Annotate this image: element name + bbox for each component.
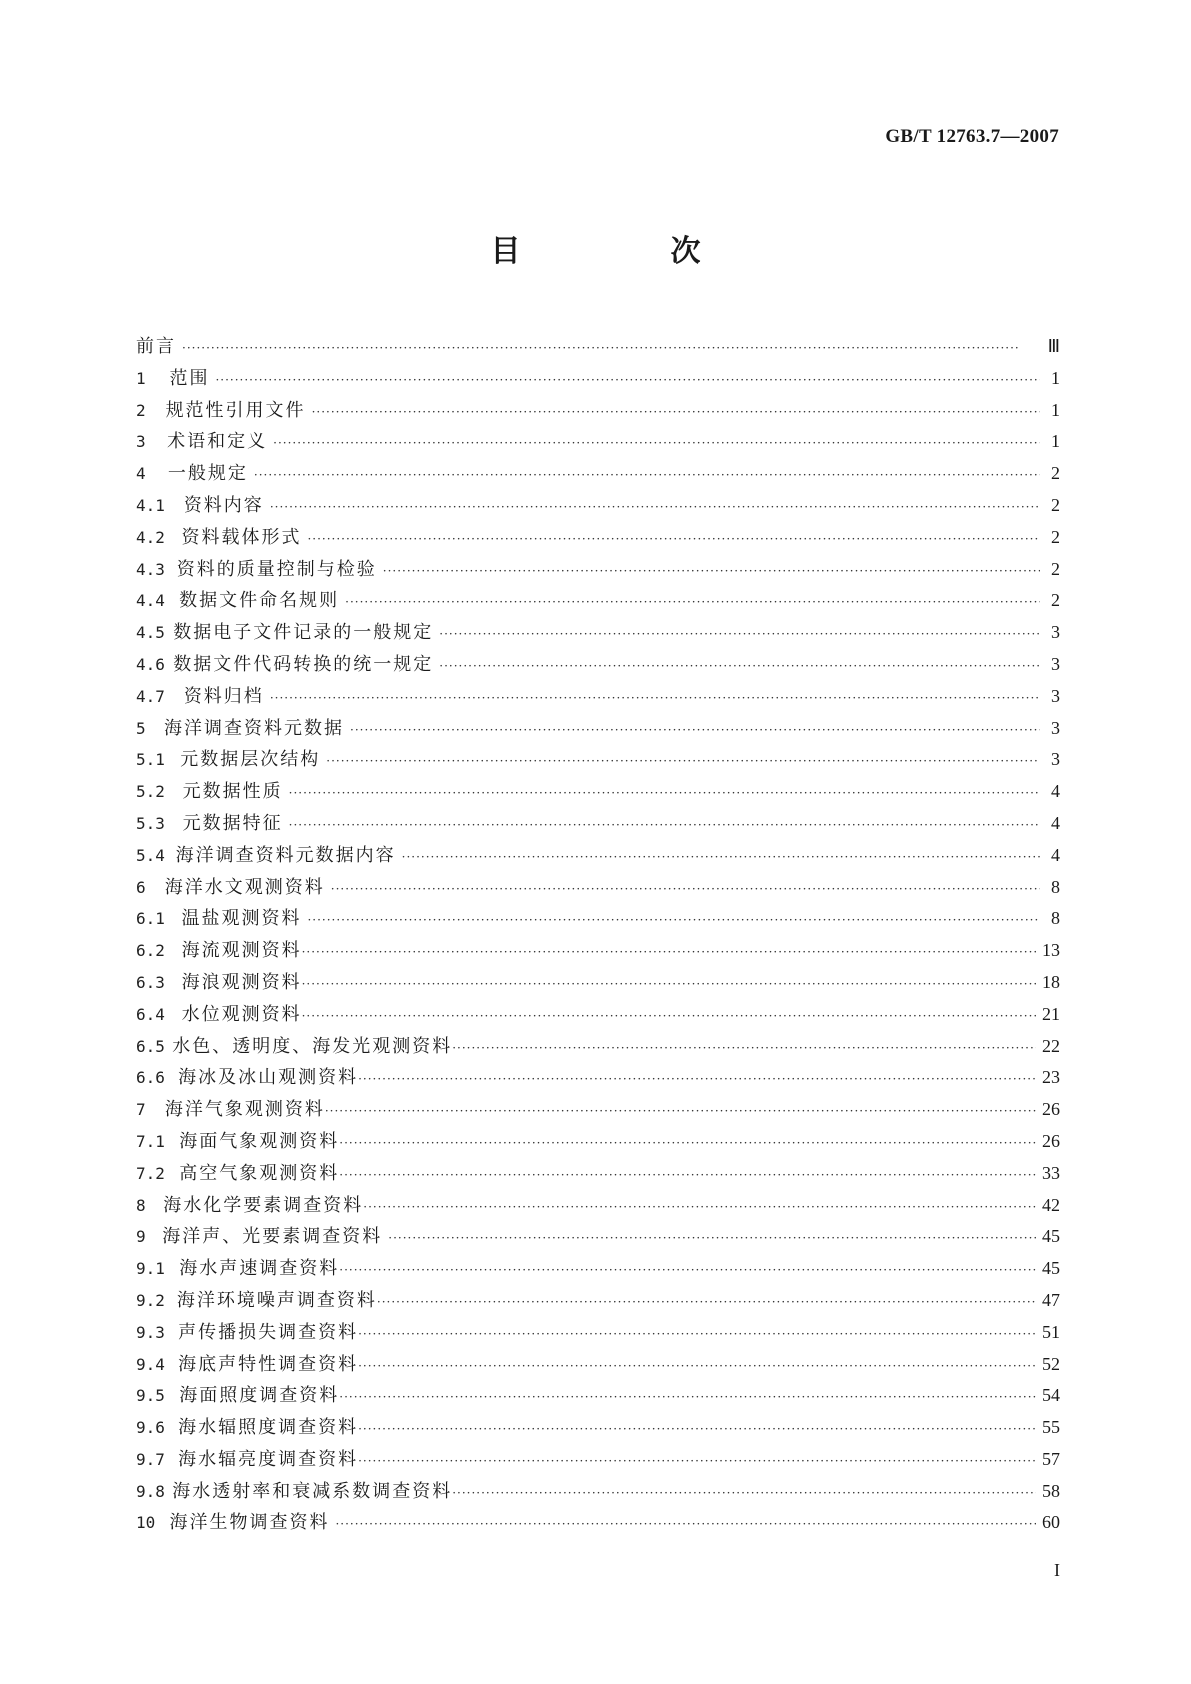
toc-number: 6.3 [136, 972, 165, 992]
toc-number: 2 [136, 400, 146, 420]
toc-number: 4.3 [136, 559, 165, 579]
leader-dots [439, 659, 1040, 673]
leader-dots [302, 977, 1036, 991]
toc-label: 声传播损失调查资料 [178, 1321, 359, 1343]
toc-entry[interactable] [136, 1254, 1060, 1286]
leader-dots [452, 1041, 1036, 1055]
leader-dots [331, 882, 1040, 896]
toc-entry[interactable] [136, 618, 1060, 650]
toc-number: 9.7 [136, 1449, 165, 1469]
leader-dots [339, 1168, 1036, 1182]
leader-dots [326, 754, 1040, 768]
toc-page: 2 [1051, 463, 1060, 484]
toc-number: 5.4 [136, 845, 165, 865]
toc-label: 海洋环境噪声调查资料 [176, 1289, 377, 1311]
toc-page: 3 [1051, 749, 1060, 770]
toc-number: 10 [136, 1513, 156, 1533]
toc-label: 资料内容 [183, 494, 264, 516]
toc-entry[interactable] [136, 745, 1060, 777]
toc-label: 高空气象观测资料 [179, 1162, 340, 1184]
leader-dots [270, 500, 1040, 514]
toc-label: 海水透射率和衰减系数调查资料 [172, 1480, 453, 1502]
leader-dots [307, 532, 1040, 546]
toc-number: 4.4 [136, 591, 165, 611]
leader-dots [335, 1517, 1036, 1531]
toc-number: 4.6 [136, 654, 165, 674]
toc-entry[interactable] [136, 650, 1060, 682]
leader-dots [358, 1359, 1036, 1373]
toc-entry[interactable] [136, 491, 1060, 523]
toc-page: 23 [1042, 1067, 1060, 1088]
toc-number: 1 [136, 368, 146, 388]
toc-page: 4 [1051, 844, 1060, 865]
toc-page: 60 [1042, 1512, 1060, 1533]
toc-entry[interactable] [136, 586, 1060, 618]
toc-page: 2 [1051, 494, 1060, 515]
toc-entry[interactable] [136, 1127, 1060, 1159]
toc-entry[interactable] [136, 364, 1060, 396]
toc-page: 26 [1042, 1130, 1060, 1151]
toc-label: 海水声速调查资料 [179, 1258, 340, 1280]
toc-entry[interactable] [136, 682, 1060, 714]
toc-page: 1 [1051, 431, 1060, 452]
leader-dots [289, 818, 1040, 832]
toc-label: 海水化学要素调查资料 [163, 1194, 364, 1216]
leader-dots [325, 1104, 1036, 1118]
toc-label: 数据电子文件记录的一般规定 [173, 622, 434, 644]
toc-entry[interactable] [136, 777, 1060, 809]
toc-label: 数据文件代码转换的统一规定 [173, 653, 434, 675]
toc-number: 6.6 [136, 1068, 165, 1088]
toc-number: 9.2 [136, 1290, 165, 1310]
table-of-contents [136, 332, 1060, 1540]
toc-entry[interactable] [136, 841, 1060, 873]
toc-label: 海洋气象观测资料 [164, 1099, 325, 1121]
toc-number: 4.1 [136, 495, 165, 515]
toc-label: 前言 [136, 336, 176, 357]
toc-entry[interactable] [136, 1508, 1060, 1540]
toc-label: 海洋水文观测资料 [164, 876, 325, 898]
toc-number: 5 [136, 718, 146, 738]
toc-number: 6.2 [136, 941, 165, 961]
toc-page: 2 [1051, 558, 1060, 579]
toc-page: 42 [1042, 1194, 1060, 1215]
toc-page: 8 [1051, 908, 1060, 929]
standard-code: GB/T 12763.7—2007 [885, 126, 1059, 147]
toc-page: 47 [1042, 1289, 1060, 1310]
toc-label: 术语和定义 [167, 431, 268, 453]
toc-number: 4.7 [136, 686, 165, 706]
leader-dots [358, 1327, 1036, 1341]
toc-number: 7.2 [136, 1163, 165, 1183]
toc-number: 3 [136, 432, 146, 452]
leader-dots [215, 373, 1040, 387]
leader-dots [383, 564, 1040, 578]
toc-label: 海浪观测资料 [181, 971, 302, 993]
toc-label: 海洋调查资料元数据 [164, 717, 344, 739]
toc-entry[interactable] [136, 1222, 1060, 1254]
page-folio: I [1054, 1560, 1060, 1580]
toc-entry[interactable] [136, 555, 1060, 587]
toc-entry[interactable] [136, 809, 1060, 841]
toc-label: 海流观测资料 [181, 940, 302, 962]
leader-dots [377, 1295, 1036, 1309]
toc-entry[interactable] [136, 459, 1060, 491]
toc-page: 51 [1042, 1321, 1060, 1342]
toc-entry[interactable] [136, 1477, 1060, 1509]
leader-dots [452, 1486, 1036, 1500]
leader-dots [312, 405, 1040, 419]
toc-page: 3 [1051, 717, 1060, 738]
toc-label: 海面照度调查资料 [179, 1385, 340, 1407]
toc-label: 海洋生物调查资料 [169, 1512, 330, 1534]
toc-number: 9.4 [136, 1354, 165, 1374]
toc-page: 57 [1042, 1448, 1060, 1469]
toc-page: 58 [1042, 1480, 1060, 1501]
toc-page: 1 [1051, 367, 1060, 388]
toc-label: 资料载体形式 [181, 526, 302, 548]
toc-label: 海水辐照度调查资料 [178, 1417, 359, 1439]
toc-number: 5.3 [136, 813, 165, 833]
toc-page: 3 [1051, 685, 1060, 706]
leader-dots [302, 1009, 1036, 1023]
toc-entry[interactable] [136, 332, 1060, 364]
toc-entry[interactable] [136, 1413, 1060, 1445]
leader-dots [350, 723, 1040, 737]
toc-label: 海面气象观测资料 [179, 1130, 340, 1152]
leader-dots [339, 1263, 1036, 1277]
leader-dots [289, 786, 1040, 800]
leader-dots [358, 1072, 1036, 1086]
toc-label: 海底声特性调查资料 [178, 1353, 359, 1375]
toc-entry[interactable] [136, 873, 1060, 905]
toc-label: 水色、透明度、海发光观测资料 [172, 1035, 453, 1057]
toc-label: 规范性引用文件 [165, 399, 306, 421]
toc-label: 元数据性质 [182, 781, 283, 803]
toc-number: 9.8 [136, 1481, 165, 1501]
toc-label: 数据文件命名规则 [179, 590, 340, 612]
toc-number: 7 [136, 1100, 146, 1120]
toc-entry[interactable] [136, 396, 1060, 428]
toc-entry[interactable] [136, 904, 1060, 936]
toc-page: 22 [1042, 1035, 1060, 1056]
leader-dots [302, 945, 1036, 959]
toc-number: 9.3 [136, 1322, 165, 1342]
toc-number: 5.1 [136, 750, 165, 770]
leader-dots [358, 1422, 1036, 1436]
toc-number: 6.4 [136, 1004, 165, 1024]
toc-entry[interactable] [136, 968, 1060, 1000]
toc-entry[interactable] [136, 1159, 1060, 1191]
leader-dots [270, 691, 1040, 705]
toc-number: 4.2 [136, 527, 165, 547]
toc-label: 水位观测资料 [181, 1003, 302, 1025]
toc-page: 3 [1051, 622, 1060, 643]
toc-label: 一般规定 [167, 463, 248, 485]
toc-page: 8 [1051, 876, 1060, 897]
toc-page: 18 [1042, 971, 1060, 992]
toc-number: 9.6 [136, 1418, 165, 1438]
leader-dots [358, 1454, 1036, 1468]
toc-label: 资料的质量控制与检验 [176, 558, 377, 580]
toc-entry[interactable] [136, 523, 1060, 555]
toc-page: 2 [1051, 526, 1060, 547]
toc-label: 元数据特征 [182, 812, 283, 834]
toc-label: 海洋调查资料元数据内容 [175, 844, 396, 866]
toc-page: 4 [1051, 812, 1060, 833]
leader-dots [273, 436, 1040, 450]
leader-dots [339, 1136, 1036, 1150]
toc-page: 45 [1042, 1226, 1060, 1247]
toc-entry[interactable] [136, 1318, 1060, 1350]
toc-entry[interactable] [136, 1095, 1060, 1127]
toc-page: 21 [1042, 1003, 1060, 1024]
toc-page: 52 [1042, 1353, 1060, 1374]
toc-page: 4 [1051, 781, 1060, 802]
toc-number: 9.5 [136, 1386, 165, 1406]
page-title: 目 次 [490, 234, 761, 269]
toc-entry[interactable] [136, 714, 1060, 746]
toc-page: 13 [1042, 940, 1060, 961]
toc-entry[interactable] [136, 1191, 1060, 1223]
toc-page: 3 [1051, 653, 1060, 674]
toc-entry[interactable] [136, 1286, 1060, 1318]
toc-number: 9.1 [136, 1259, 165, 1279]
toc-number: 7.1 [136, 1131, 165, 1151]
toc-entry[interactable] [136, 936, 1060, 968]
toc-label: 资料归档 [183, 685, 264, 707]
toc-entry[interactable] [136, 1381, 1060, 1413]
leader-dots [363, 1200, 1036, 1214]
leader-dots [402, 850, 1040, 864]
toc-label: 温盐观测资料 [181, 908, 302, 930]
toc-entry[interactable] [136, 1063, 1060, 1095]
leader-dots [439, 627, 1040, 641]
toc-page: Ⅲ [1047, 336, 1060, 356]
toc-page: 26 [1042, 1099, 1060, 1120]
toc-number: 5.2 [136, 782, 165, 802]
leader-dots [388, 1231, 1036, 1245]
toc-page: 33 [1042, 1162, 1060, 1183]
toc-entry[interactable] [136, 427, 1060, 459]
toc-label: 范围 [169, 367, 210, 389]
toc-number: 6 [136, 877, 146, 897]
leader-dots [307, 913, 1040, 927]
toc-page: 54 [1042, 1385, 1060, 1406]
toc-label: 海洋声、光要素调查资料 [162, 1226, 383, 1248]
toc-number: 4.5 [136, 623, 165, 643]
toc-entry[interactable] [136, 1032, 1060, 1064]
toc-number: 4 [136, 464, 146, 484]
toc-page: 2 [1051, 590, 1060, 611]
toc-number: 8 [136, 1195, 146, 1215]
toc-entry[interactable] [136, 1445, 1060, 1477]
leader-dots [345, 595, 1040, 609]
leader-dots [182, 341, 1040, 355]
leader-dots [339, 1390, 1036, 1404]
toc-number: 9 [136, 1227, 146, 1247]
toc-label: 海水辐亮度调查资料 [178, 1448, 359, 1470]
toc-label: 海冰及冰山观测资料 [178, 1067, 359, 1089]
leader-dots [254, 468, 1040, 482]
toc-number: 6.1 [136, 909, 165, 929]
toc-page: 55 [1042, 1417, 1060, 1438]
toc-entry[interactable] [136, 1000, 1060, 1032]
toc-label: 元数据层次结构 [180, 749, 321, 771]
toc-page: 1 [1051, 399, 1060, 420]
toc-number: 6.5 [136, 1036, 165, 1056]
toc-entry[interactable] [136, 1350, 1060, 1382]
toc-page: 45 [1042, 1258, 1060, 1279]
